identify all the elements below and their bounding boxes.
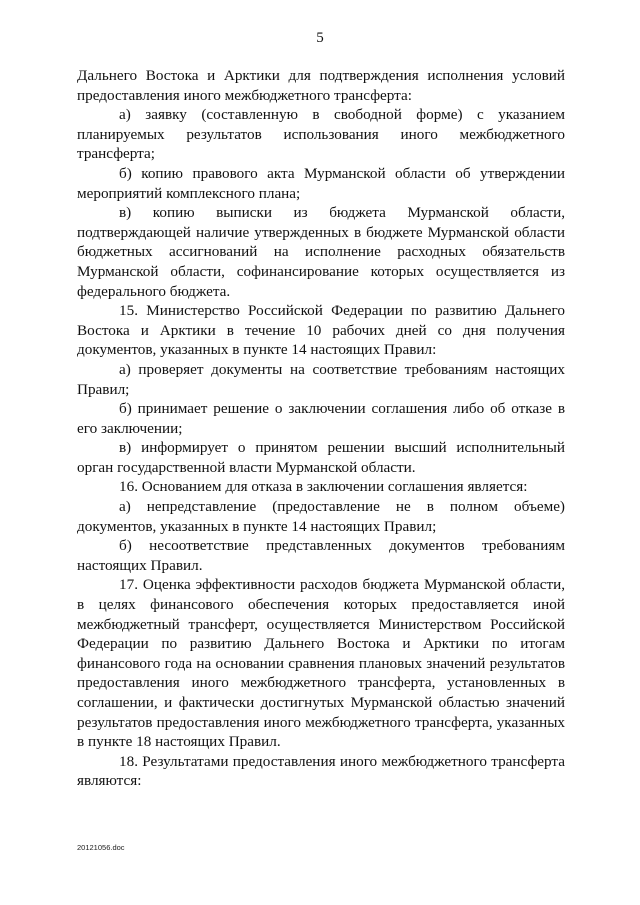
paragraph: 16. Основанием для отказа в заключении соглашения является: bbox=[119, 478, 528, 496]
paragraph: б) принимает решение о заключении соглашения либо об отказе в его заключении; bbox=[77, 400, 565, 437]
footer-filename: 20121056.doc bbox=[77, 843, 125, 852]
paragraph: 18. Результатами предоставления иного межбюджетного трансферта являются: bbox=[77, 752, 565, 790]
page-number: 5 bbox=[316, 30, 324, 46]
paragraph: а) проверяет документы на соответствие требованиям настоящих Правил; bbox=[77, 360, 565, 398]
paragraph: а) заявку (составленную в свободной форме) с указанием планируемых результатов использования иного межбюджетного трансферта; bbox=[77, 106, 565, 163]
document-body bbox=[77, 66, 565, 791]
paragraph: 15. Министерство Российской Федерации по развитию Дальнего Востока и Арктики в течение 10 рабочих дней со дня получения документов, указанных в пункте 14 настоящих Правил: bbox=[77, 302, 565, 359]
paragraph: а) непредставление (предоставление не в полном объеме) документов, указанных в пункте 14 настоящих Правил; bbox=[77, 498, 565, 535]
paragraph: 17. Оценка эффективности расходов бюджета Мурманской области, в целях финансового обеспечения которых предоставляется иной межбюджетный трансферт, осуществляется Министерством Российской Федерации по развитию Дальнего Востока и Арктики по итогам финансового года на основании сравнения плановых значений результатов предоставления иного межбюджетного трансферта, установленных в соглашении, и фактически достигнутых Мурманской областью значений результатов предоставления иного межбюджетного трансферта, указанных в пункте 18 настоящих Правил. bbox=[77, 576, 565, 751]
paragraph: в) информирует о принятом решении высший исполнительный орган государственной власти Мурманской области. bbox=[77, 439, 565, 476]
paragraph: б) копию правового акта Мурманской области об утверждении мероприятий комплексного плана; bbox=[77, 164, 565, 202]
paragraph: б) несоответствие представленных документов требованиям настоящих Правил. bbox=[77, 537, 565, 574]
paragraph: Дальнего Востока и Арктики для подтверждения исполнения условий предоставления иного межбюджетного трансферта: bbox=[77, 67, 565, 104]
paragraph: в) копию выписки из бюджета Мурманской области, подтверждающей наличие утвержденных в бюджете Мурманской области бюджетных ассигнований на исполнение расходных обязательств Мурманской области, софинансирование которых осуществляется из федерального бюджета. bbox=[77, 204, 565, 300]
